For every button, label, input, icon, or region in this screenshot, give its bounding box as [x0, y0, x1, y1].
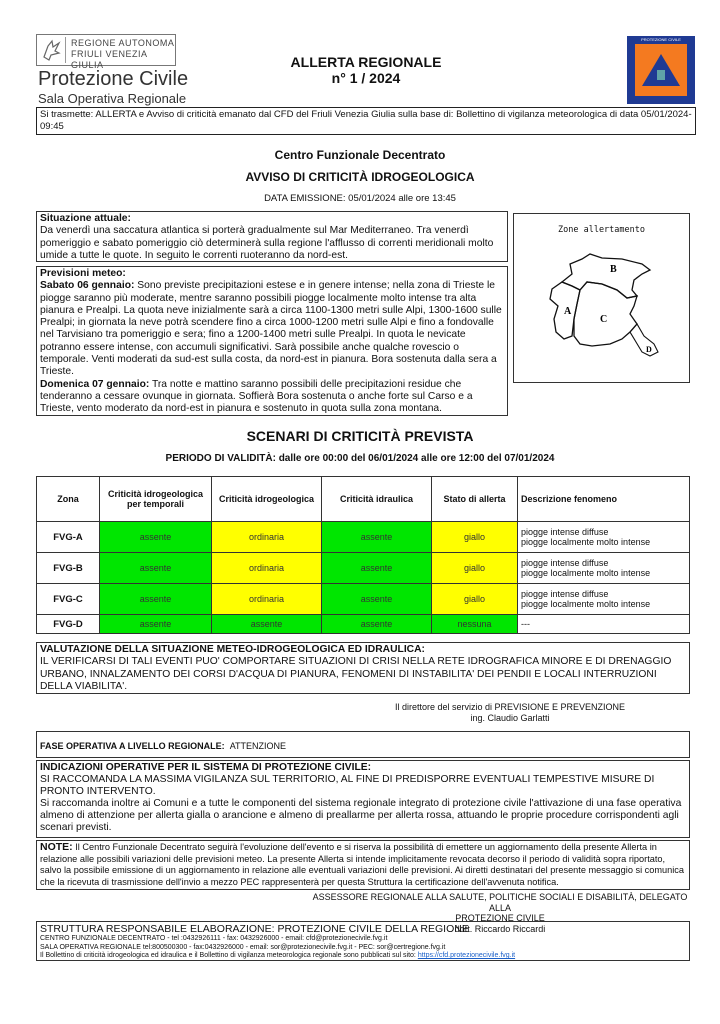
description-line: piogge intense diffuse	[521, 589, 609, 599]
table-row	[37, 522, 690, 553]
day1-text: Sono previste precipitazioni estese e in genere intense; nella zona di Trieste le piogge saranno più moderate, mentre saranno possibili piogge localmente molto intense tra alta pianura e Prealpi. La quota neve inizialmente sarà a circa 1100-1300 metri sulle Alpi, 1300-1600 sulle Prealpi; in giornata la neve potrà scendere fino a circa 1000-1200 metri sulle Alpi e fino a fondovalle nel Tarvisiano tra pomeriggio e sera; fino a 1200-1400 metri sulle Prealpi. In quota le nevicate potranno essere intense, con accumuli significativi. Sarà possibile anche qualche rovescio o temporale. Venti moderati da sud-est sulla costa, da nord-est in pianura. Bora sostenuta dalla sera a Trieste.	[40, 280, 502, 378]
zone-d-shape	[630, 324, 658, 356]
zone-map	[542, 244, 672, 364]
operational-indications-box	[36, 760, 690, 838]
notes-box	[36, 840, 690, 890]
evaluation-label: VALUTAZIONE DELLA SITUAZIONE METEO-IDROGEOLOGICA ED IDRAULICA:	[40, 644, 425, 655]
indications-text2: Si raccomanda inoltre ai Comuni e a tutte le componenti del sistema regionale integrato di protezione civile l'attivazione di una fase operativa almeno di attenzione per allerta gialla o arancione e almeno di preallarme per allerta rossa, attuando le proprie procedure corrispondenti agli scenari previsti.	[40, 798, 682, 833]
current-situation-label: Situazione attuale:	[40, 213, 131, 224]
structure-cfd-contacts: CENTRO FUNZIONALE DECENTRATO - tel :0432926111 - fax: 0432926000 - email: cfd@protezionecivile.fvg.it	[40, 935, 388, 942]
stato-cell: nessuna	[432, 615, 518, 634]
zone-cell: FVG-B	[37, 553, 100, 584]
transmission-note: Si trasmette: ALLERTA e Avviso di criticità emanato dal CFD del Friuli Venezia Giulia sulla base di: Bollettino di vigilanza meteorologica di data 05/01/2024-09:45	[36, 107, 696, 135]
structure-sor-contacts: SALA OPERATIVA REGIONALE tel:800500300 - fax:0432926000 - email: sor@protezionecivile.fvg.it - PEC: sor@certregione.fvg.it	[40, 943, 446, 951]
idraulica-cell: assente	[322, 615, 432, 634]
region-logo	[36, 34, 176, 70]
idrogeologica-cell: ordinaria	[212, 522, 322, 553]
indications-text1: SI RACCOMANDA LA MASSIMA VIGILANZA SUL TERRITORIO, AL FINE DI PREDISPORRE EVENTUALI TEMPESTIVE MISURE DI PRONTO INTERVENTO.	[40, 774, 655, 797]
notes-text: Il Centro Funzionale Decentrato seguirà l'evoluzione dell'evento e si riserva la possibilità di emettere un aggiornamento della presente Allerta in relazione alle possibili variazioni delle previsioni meteo. La presente Allerta si intende implicitamente revocata decorso il periodo di validità sopra riportato, salvo la possibile emissione di un aggiornamento in relazione alle eventuali variazioni delle previsioni. Ai diretti destinatari del presente messaggio si comunica che la ricevuta di trasmissione dell'invio a mezzo PEC rappresenterà per questa Struttura la certificazione dell'avvenuta notifica.	[40, 842, 684, 887]
idrogeologica-cell: ordinaria	[212, 584, 322, 615]
temporali-cell: assente	[100, 553, 212, 584]
idraulica-cell: assente	[322, 522, 432, 553]
operational-phase-value: ATTENZIONE	[229, 741, 287, 751]
description-line: piogge localmente molto intense	[521, 568, 651, 578]
document-header	[36, 34, 696, 104]
map-title: Zone allertamento	[558, 225, 645, 235]
responsible-structure-box	[36, 921, 690, 961]
description-cell	[518, 522, 690, 553]
forecast-label: Previsioni meteo:	[40, 268, 126, 279]
evaluation-box	[36, 642, 690, 694]
indications-label: INDICAZIONI OPERATIVE PER IL SISTEMA DI PROTEZIONE CIVILE:	[40, 762, 372, 773]
description-line: piogge localmente molto intense	[521, 537, 651, 547]
emblem-text: PROTEZIONE CIVILE	[641, 37, 681, 42]
stato-cell: giallo	[432, 584, 518, 615]
director-name: ing. Claudio Garlatti	[470, 713, 550, 723]
operational-phase-box	[36, 731, 690, 758]
description-cell	[518, 553, 690, 584]
idrogeologica-cell: assente	[212, 615, 322, 634]
description-line: piogge intense diffuse	[521, 527, 609, 537]
operational-phase-label: FASE OPERATIVA A LIVELLO REGIONALE:	[40, 741, 225, 751]
zone-label-d: D	[646, 345, 652, 354]
stato-cell: giallo	[432, 553, 518, 584]
table-row	[37, 584, 690, 615]
idraulica-cell: assente	[322, 553, 432, 584]
notes-label: NOTE:	[40, 841, 73, 853]
logo-line2: FRIULI VENEZIA GIULIA	[71, 49, 148, 70]
civil-protection-emblem-icon	[627, 36, 695, 104]
current-situation-box	[36, 211, 508, 262]
header-stato: Stato di allerta	[432, 477, 518, 522]
table-row	[37, 553, 690, 584]
header-idraulica: Criticità idraulica	[322, 477, 432, 522]
day1-label: Sabato 06 gennaio:	[40, 280, 135, 292]
assessor-name: dott. Riccardo Riccardi	[454, 923, 546, 934]
director-role: Il direttore del servizio di PREVISIONE E PREVENZIONE	[394, 702, 626, 712]
zone-cell: FVG-A	[37, 522, 100, 553]
publication-text: Il Bollettino di criticità idrogeologica ed idraulica e il Bollettino di vigilanza meteorologica regionale sono pubblicati sul sito:	[40, 952, 418, 959]
day2-label: Domenica 07 gennaio:	[40, 378, 150, 390]
logo-line1: REGIONE AUTONOMA	[71, 38, 175, 48]
forecast-box	[36, 266, 508, 416]
temporali-cell: assente	[100, 522, 212, 553]
cfd-title: Centro Funzionale Decentrato	[274, 148, 446, 162]
description-cell	[518, 584, 690, 615]
table-row	[37, 615, 690, 634]
zone-label-a: A	[564, 306, 572, 317]
stato-cell: giallo	[432, 522, 518, 553]
cfd-website-link[interactable]: https://cfd.protezionecivile.fvg.it	[417, 952, 516, 959]
zone-b-shape	[562, 254, 650, 298]
structure-publication-note	[40, 952, 686, 961]
alert-title-block	[266, 54, 466, 86]
table-header-row	[37, 477, 690, 522]
director-signature	[380, 702, 640, 724]
zone-label-c: C	[600, 314, 608, 325]
header-temporali: Criticità idrogeologica per temporali	[100, 477, 212, 522]
zone-map-box	[513, 213, 690, 383]
org-title: Protezione Civile	[38, 68, 189, 90]
header-idrogeologica: Criticità idrogeologica	[212, 477, 322, 522]
idrogeologica-cell: ordinaria	[212, 553, 322, 584]
temporali-cell: assente	[100, 615, 212, 634]
evaluation-text: IL VERIFICARSI DI TALI EVENTI PUO' COMPORTARE SITUAZIONI DI CRISI NELLA RETE IDROGRAFICA MINORE E DI DRENAGGIO URBANO, INNALZAMENTO DEI CORSI D'ACQUA DI PIANURA, FENOMENI DI INSTABILITA' DEI PENDII E LOCALI INTERRUZIONI DELLA VIABILITA'.	[40, 656, 672, 692]
header-descrizione: Descrizione fenomeno	[518, 477, 690, 522]
scenarios-title: SCENARI DI CRITICITÀ PREVISTA	[246, 428, 474, 444]
temporali-cell: assente	[100, 584, 212, 615]
alert-title: ALLERTA REGIONALE	[290, 54, 442, 70]
current-situation-text: Da venerdì una saccatura atlantica si porterà gradualmente sul Mar Mediterraneo. Tra venerdì pomeriggio e sabato pomeriggio ciò determinerà sulla regione l'afflusso di correnti meridionali molto umide a tutte le quote. In seguito le correnti ruoteranno da nord-est.	[40, 225, 494, 261]
org-subtitle: Sala Operativa Regionale	[38, 91, 187, 106]
description-line: piogge localmente molto intense	[521, 599, 651, 609]
criticality-table	[36, 476, 690, 634]
header-zona: Zona	[37, 477, 100, 522]
zone-cell: FVG-C	[37, 584, 100, 615]
eagle-icon	[39, 37, 66, 63]
zone-cell: FVG-D	[37, 615, 100, 634]
emission-date: DATA EMISSIONE: 05/01/2024 alle ore 13:45	[264, 193, 456, 204]
validity-period: PERIODO DI VALIDITÀ: dalle ore 00:00 del 06/01/2024 alle ore 12:00 del 07/01/2024	[165, 453, 555, 464]
structure-title: STRUTTURA RESPONSABILE ELABORAZIONE: PROTEZIONE CIVILE DELLA REGIONE	[40, 923, 469, 935]
description-line: ---	[521, 619, 530, 629]
zone-label-b: B	[610, 264, 617, 275]
idraulica-cell: assente	[322, 584, 432, 615]
description-cell	[518, 615, 690, 634]
assessor-role-2: PROTEZIONE CIVILE	[455, 913, 545, 923]
alert-number: n° 1 / 2024	[331, 70, 401, 86]
assessor-role: ASSESSORE REGIONALE ALLA SALUTE, POLITICHE SOCIALI E DISABILITÀ, DELEGATO ALLA	[312, 892, 688, 913]
day2-text: Tra notte e mattino saranno possibili delle precipitazioni residue che tenderanno a cessare ovunque in giornata. Soffierà Bora sostenuta o anche forte sul Carso e a Trieste, vento moderato da nord-est in pianura e sostenuto in quota sulla zona montana.	[40, 378, 473, 415]
avviso-title: AVVISO DI CRITICITÀ IDROGEOLOGICA	[245, 170, 475, 184]
description-line: piogge intense diffuse	[521, 558, 609, 568]
